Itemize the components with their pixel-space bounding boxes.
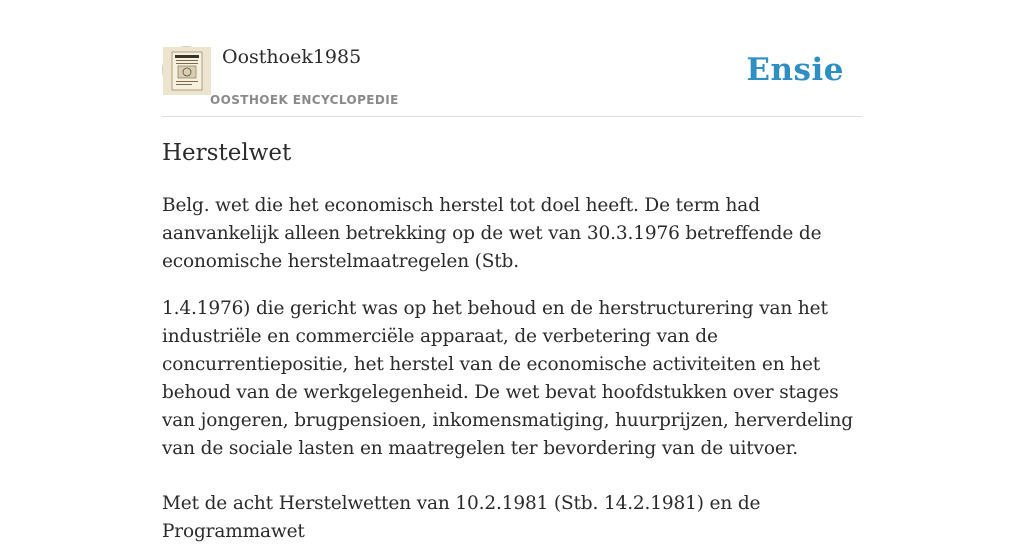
article-paragraph: Belg. wet die het economisch herstel tot doel heeft. De term had aanvankelijk alleen betrekking op de wet van 30.3.1976 betreffende de economische herstelmaatregelen (Stb. bbox=[162, 195, 822, 272]
brand-logo[interactable]: Ensie bbox=[746, 52, 844, 88]
article-paragraph: Met de acht Herstelwetten van 10.2.1981 (Stb. 14.2.1981) en de Programmawet bbox=[162, 493, 761, 542]
article-paragraph: 1.4.1976) die gericht was op het behoud en de herstructurering van het industriële en commerciële apparaat, de verbetering van de concurrentiepositie, het herstel van de economische activiteiten en het behoud van de werkgelegenheid. De wet bevat hoofdstukken over stages van jongeren, brugpensioen, inkomensmatiging, huurprijzen, herverdeling van de sociale lasten en maatregelen ter bevordering van de uitvoer. bbox=[162, 298, 853, 459]
article-header bbox=[162, 0, 862, 117]
article-title: Herstelwet bbox=[162, 140, 292, 166]
page-container bbox=[162, 0, 862, 542]
source-label[interactable]: OOSTHOEK ENCYCLOPEDIE bbox=[210, 93, 399, 107]
encyclopedia-cover-icon[interactable] bbox=[162, 46, 210, 94]
author-name[interactable]: Oosthoek1985 bbox=[222, 46, 362, 68]
